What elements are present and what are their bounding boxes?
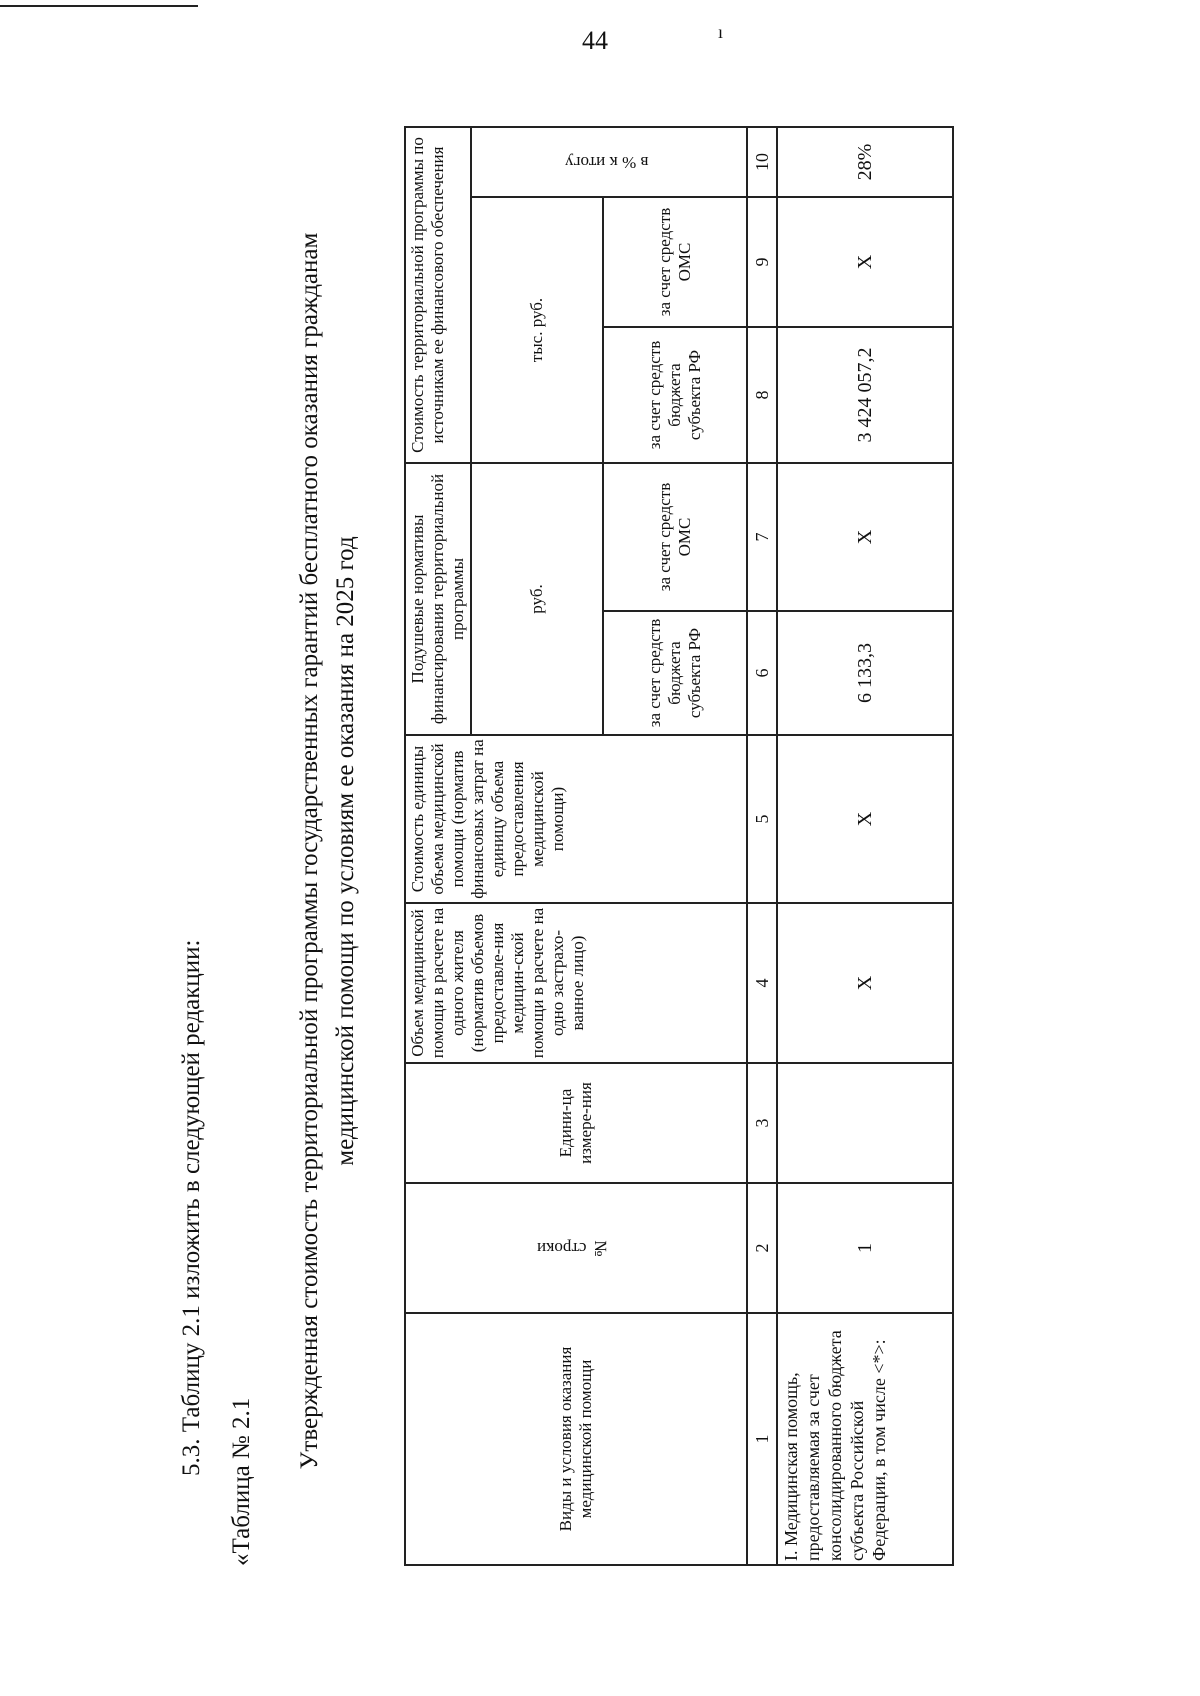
column-number: 2	[747, 1183, 777, 1313]
table-label: «Таблица № 2.1	[228, 1397, 255, 1566]
page-number: 44	[582, 26, 608, 55]
row-number: 1	[777, 1183, 953, 1313]
column-number: 5	[747, 735, 777, 903]
header-kinds: Виды и условия оказания медицинской помощи	[405, 1313, 747, 1565]
header-pct-total-text: в % к итогу	[564, 153, 649, 172]
heading-line-1: Утвержденная стоимость территориальной программы государственных гарантий бесплатного оказания гражданам	[296, 232, 323, 1470]
table-row	[777, 127, 953, 1565]
header-cost-oms: за счет средств ОМС	[603, 197, 747, 327]
column-number: 1	[747, 1313, 777, 1565]
column-number: 3	[747, 1063, 777, 1183]
intro-text: 5.3. Таблицу 2.1 изложить в следующей редакции:	[178, 939, 205, 1476]
row-volume: Х	[777, 903, 953, 1063]
column-number: 8	[747, 327, 777, 463]
heading-line-2: медицинской помощи по условиям ее оказания на 2025 год	[332, 536, 359, 1166]
header-per-capita-oms: за счет средств ОМС	[603, 463, 747, 611]
header-thousand-rub: тыс. руб.	[471, 197, 603, 463]
header-cost-budget: за счет средств бюджета субъекта РФ	[603, 327, 747, 463]
header-unit-cost: Стоимость единицы объема медицинской помощи (норматив финансовых затрат на единицу объема предоставления медицинской помощи)	[405, 735, 747, 903]
header-cost: Стоимость территориальной программы по источникам ее финансового обеспечения	[405, 127, 471, 463]
row-per-capita-oms: Х	[777, 463, 953, 611]
table-heading	[292, 136, 364, 1566]
column-number: 7	[747, 463, 777, 611]
page-mark: ı	[718, 22, 724, 42]
header-volume: Объем медицинской помощи в расчете на одного жителя (норматив объемов предоставле-ния медицин-ской помощи в расчете на одно застрахо-ванное лицо)	[405, 903, 747, 1063]
row-per-capita-budget: 6 133,3	[777, 611, 953, 735]
cost-table	[404, 126, 954, 1566]
row-label: I. Медицинская помощь, предоставляемая за счет консолидированного бюджета субъекта Российской Федерации, в том числе <*>:	[777, 1313, 953, 1565]
header-rub: руб.	[471, 463, 603, 735]
header-per-capita-budget: за счет средств бюджета субъекта РФ	[603, 611, 747, 735]
column-number: 6	[747, 611, 777, 735]
row-pct: 28%	[777, 127, 953, 197]
row-cost-budget: 3 424 057,2	[777, 327, 953, 463]
row-unit-cost: Х	[777, 735, 953, 903]
header-row-no-text: № строки	[537, 1239, 610, 1258]
column-number: 4	[747, 903, 777, 1063]
header-per-capita: Подушевые нормативы финансирования территориальной программы	[405, 463, 471, 735]
row-cost-oms: Х	[777, 197, 953, 327]
header-row-no	[405, 1183, 747, 1313]
column-number: 9	[747, 197, 777, 327]
row-unit	[777, 1063, 953, 1183]
column-number: 10	[747, 127, 777, 197]
header-unit: Едини-ца измере-ния	[405, 1063, 747, 1183]
header-pct-total	[471, 127, 747, 197]
